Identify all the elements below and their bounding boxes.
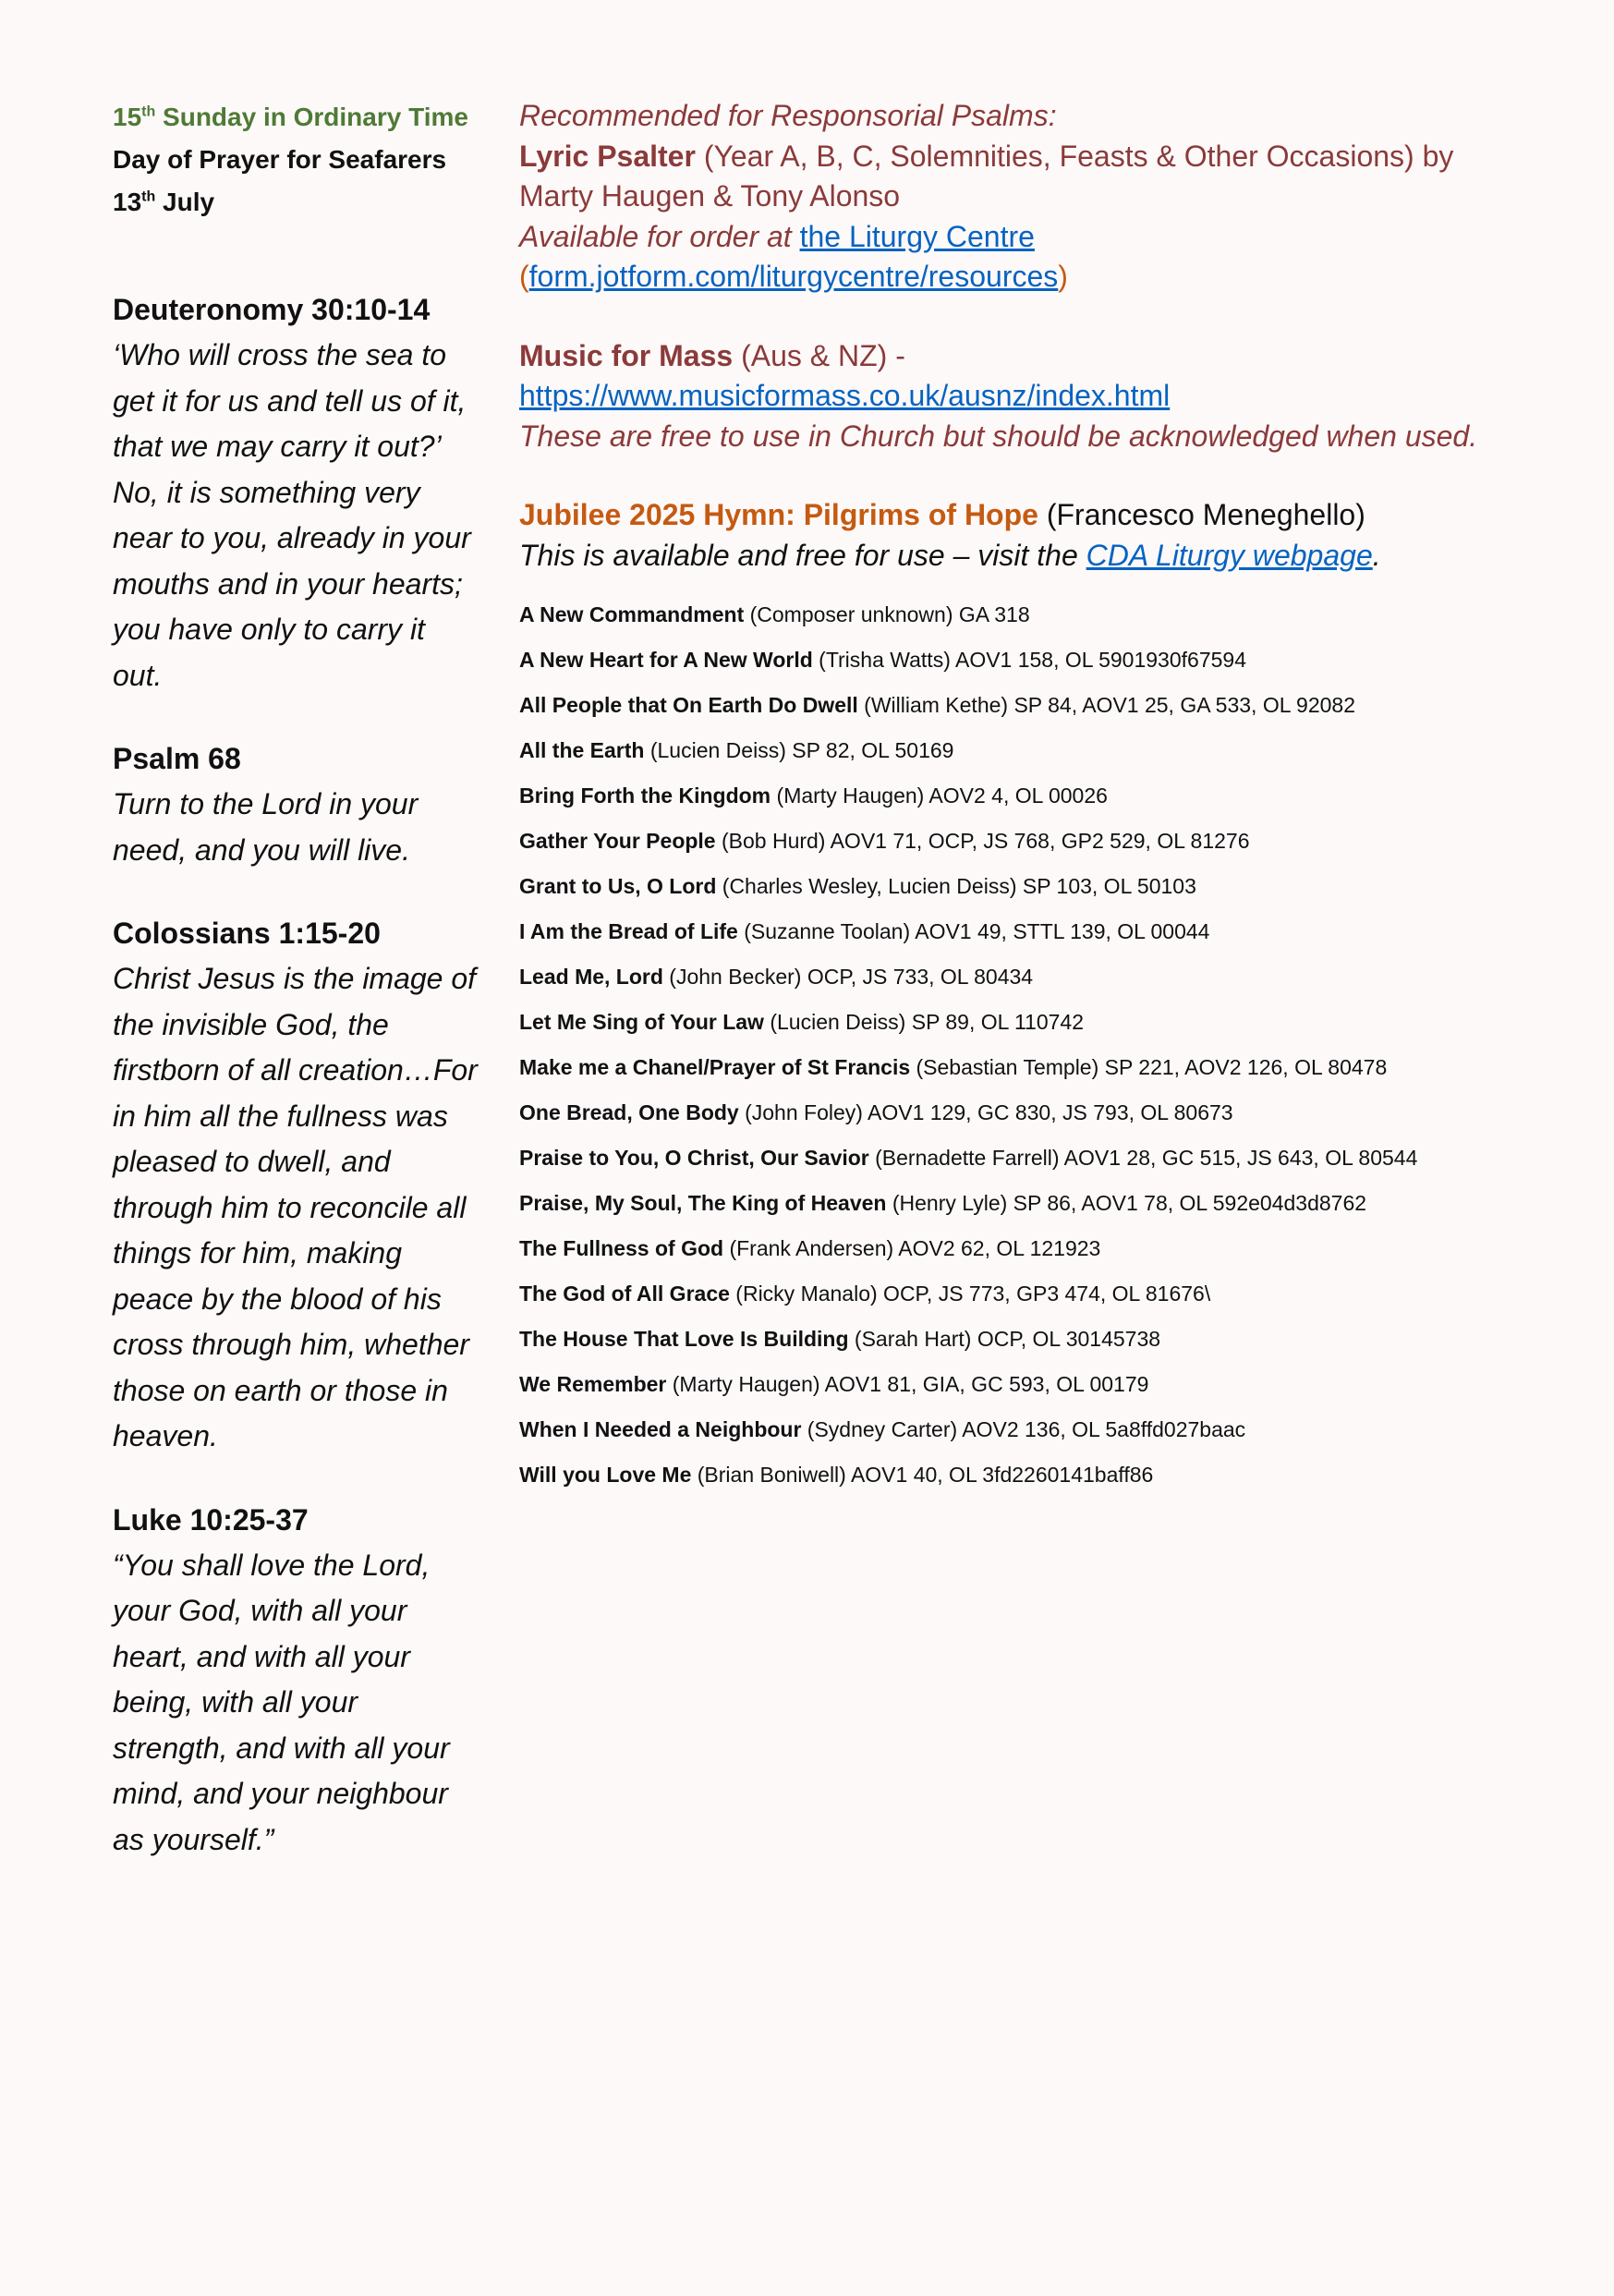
reading-line: those on earth or those in bbox=[113, 1373, 448, 1407]
hymn-item bbox=[519, 773, 1572, 819]
music-for-mass-region: (Aus & NZ) - bbox=[733, 338, 905, 372]
hymn-item bbox=[519, 728, 1572, 773]
hymn-detail: (Lucien Deiss) SP 82, OL 50169 bbox=[644, 738, 954, 762]
reading-line: being, with all your bbox=[113, 1685, 358, 1719]
hymn-title: Praise to You, O Christ, Our Savior bbox=[519, 1146, 869, 1170]
music-for-mass-heading bbox=[519, 336, 1572, 377]
hymn-item bbox=[519, 954, 1572, 1000]
jubilee-hymn bbox=[519, 495, 1572, 576]
jotform-line: (form.jotform.com/liturgycentre/resources) bbox=[519, 260, 1068, 293]
hymn-detail: (Marty Haugen) AOV2 4, OL 00026 bbox=[771, 784, 1108, 808]
hymn-item bbox=[519, 1452, 1572, 1498]
recommended-heading: Recommended for Responsorial Psalms: bbox=[519, 99, 1057, 132]
hymn-detail: (Charles Wesley, Lucien Deiss) SP 103, OL 50103 bbox=[716, 874, 1196, 898]
reading-line: near to you, already in your bbox=[113, 521, 471, 554]
date-superscript: th bbox=[141, 188, 156, 205]
hymn-detail: (Frank Andersen) AOV2 62, OL 121923 bbox=[723, 1236, 1101, 1260]
date-block bbox=[113, 96, 491, 224]
reading-title: Psalm 68 bbox=[113, 742, 241, 775]
availability-text: Available for order at bbox=[519, 219, 800, 253]
hymn-detail: (Brian Boniwell) AOV1 40, OL 3fd2260141baff86 bbox=[691, 1463, 1154, 1487]
lyric-psalter-line bbox=[519, 137, 1572, 177]
hymn-detail: (John Becker) OCP, JS 733, OL 80434 bbox=[662, 965, 1034, 989]
date bbox=[113, 181, 491, 224]
hymn-title: Let Me Sing of Your Law bbox=[519, 1010, 764, 1034]
date-month: July bbox=[155, 188, 215, 216]
hymn-item bbox=[519, 638, 1572, 683]
hymn-title: All the Earth bbox=[519, 738, 645, 762]
hymn-title: A New Commandment bbox=[519, 602, 745, 626]
hymn-title: I Am the Bread of Life bbox=[519, 919, 738, 943]
reading-line: that we may carry it out?’ bbox=[113, 430, 442, 463]
music-for-mass-link[interactable]: https://www.musicformass.co.uk/ausnz/index.html bbox=[519, 379, 1171, 412]
hymn-title: All People that On Earth Do Dwell bbox=[519, 693, 858, 717]
reading-line: your God, with all your bbox=[113, 1594, 407, 1627]
hymn-item bbox=[519, 819, 1572, 864]
reading bbox=[113, 286, 491, 699]
reading-line: strength, and with all your bbox=[113, 1731, 450, 1765]
hymn-item bbox=[519, 1407, 1572, 1452]
hymn-item bbox=[519, 1226, 1572, 1271]
hymn-item bbox=[519, 1090, 1572, 1136]
hymn-title: We Remember bbox=[519, 1372, 667, 1396]
hymn-detail: (Ricky Manalo) OCP, JS 773, GP3 474, OL 81676\ bbox=[729, 1282, 1211, 1306]
reading-line: in him all the fullness was bbox=[113, 1099, 448, 1133]
hymn-title: When I Needed a Neighbour bbox=[519, 1417, 802, 1441]
reading bbox=[113, 910, 491, 1460]
hymn-title: Gather Your People bbox=[519, 829, 716, 853]
hymn-detail: (Sebastian Temple) SP 221, AOV2 126, OL 80478 bbox=[910, 1055, 1388, 1079]
day-of-prayer: Day of Prayer for Seafarers bbox=[113, 145, 447, 174]
reading-line: Turn to the Lord in your bbox=[113, 787, 419, 820]
jotform-link[interactable]: form.jotform.com/liturgycentre/resources bbox=[528, 260, 1059, 293]
reading-line: need, and you will live. bbox=[113, 832, 410, 867]
hymn-title: Bring Forth the Kingdom bbox=[519, 784, 771, 808]
hymn-detail: (Trisha Watts) AOV1 158, OL 5901930f67594 bbox=[812, 648, 1246, 672]
hymn-list bbox=[519, 592, 1572, 1498]
hymn-detail: (John Foley) AOV1 129, GC 830, JS 793, OL 80673 bbox=[738, 1100, 1233, 1124]
right-column bbox=[519, 96, 1572, 1498]
hymn-detail: (Lucien Deiss) SP 89, OL 110742 bbox=[763, 1010, 1085, 1034]
hymn-item bbox=[519, 1181, 1572, 1226]
hymn-title: The House That Love Is Building bbox=[519, 1327, 849, 1351]
date-number: 13 bbox=[113, 188, 142, 216]
hymn-detail: (Bob Hurd) AOV1 71, OCP, JS 768, GP2 529, OL 81276 bbox=[715, 829, 1250, 853]
hymn-detail: (Suzanne Toolan) AOV1 49, STTL 139, OL 00044 bbox=[737, 919, 1210, 943]
sunday-superscript: th bbox=[141, 103, 156, 120]
reading-line: pleased to dwell, and bbox=[113, 1145, 391, 1178]
hymn-detail: (Composer unknown) GA 318 bbox=[744, 602, 1030, 626]
hymn-detail: (Bernadette Farrell) AOV1 28, GC 515, JS 643, OL 80544 bbox=[868, 1146, 1418, 1170]
reading-line: peace by the blood of his bbox=[113, 1282, 442, 1316]
reading-line: cross through him, whether bbox=[113, 1328, 469, 1361]
psalm-resources bbox=[519, 96, 1572, 298]
lyric-psalter-title: Lyric Psalter bbox=[519, 139, 696, 173]
music-for-mass bbox=[519, 336, 1572, 457]
hymn-detail: (Marty Haugen) AOV1 81, GIA, GC 593, OL 00179 bbox=[666, 1372, 1149, 1396]
hymn-item bbox=[519, 1000, 1572, 1045]
hymn-item bbox=[519, 909, 1572, 954]
reading-line: get it for us and tell us of it, bbox=[113, 383, 467, 418]
reading-line: mind, and your neighbour bbox=[113, 1777, 448, 1810]
jubilee-composer: (Francesco Meneghello) bbox=[1038, 498, 1365, 531]
hymn-detail: (Sydney Carter) AOV2 136, OL 5a8ffd027baac bbox=[801, 1417, 1246, 1441]
reading-line: No, it is something very bbox=[113, 475, 420, 509]
hymn-title: A New Heart for A New World bbox=[519, 648, 813, 672]
reading-line: things for him, making bbox=[113, 1236, 403, 1269]
reading-line: mouths and in your hearts; bbox=[113, 566, 463, 601]
hymn-detail: (Henry Lyle) SP 86, AOV1 78, OL 592e04d3d8762 bbox=[886, 1191, 1367, 1215]
hymn-item bbox=[519, 592, 1572, 638]
cda-liturgy-link[interactable]: CDA Liturgy webpage bbox=[1086, 538, 1373, 572]
reading-line: you have only to carry it bbox=[113, 613, 425, 646]
hymn-item bbox=[519, 1317, 1572, 1362]
liturgy-centre-link[interactable]: the Liturgy Centre bbox=[799, 219, 1035, 253]
hymn-detail: (William Kethe) SP 84, AOV1 25, GA 533, OL 92082 bbox=[857, 693, 1356, 717]
hymn-title: Make me a Chanel/Prayer of St Francis bbox=[519, 1055, 911, 1079]
reading-title: Deuteronomy 30:10-14 bbox=[113, 293, 431, 326]
reading bbox=[113, 1497, 491, 1864]
music-for-mass-title: Music for Mass bbox=[519, 338, 734, 372]
hymn-title: Lead Me, Lord bbox=[519, 965, 663, 989]
reading-line: ‘Who will cross the sea to bbox=[113, 338, 447, 371]
availability-line bbox=[519, 217, 1572, 258]
reading-line: Christ Jesus is the image of bbox=[113, 962, 477, 995]
hymn-title: Will you Love Me bbox=[519, 1463, 692, 1487]
hymn-title: One Bread, One Body bbox=[519, 1100, 739, 1124]
reading-line: the invisible God, the bbox=[113, 1007, 389, 1041]
jubilee-heading bbox=[519, 495, 1572, 536]
left-column bbox=[113, 96, 491, 1863]
lyric-psalter-detail: (Year A, B, C, Solemnities, Feasts & Other Occasions) by bbox=[695, 139, 1454, 173]
sunday-label: Sunday in Ordinary Time bbox=[155, 103, 468, 131]
hymn-item bbox=[519, 683, 1572, 728]
jubilee-title: Jubilee 2025 Hymn: Pilgrims of Hope bbox=[519, 498, 1038, 531]
reading-line: firstborn of all creation…For bbox=[113, 1053, 478, 1087]
hymn-title: Grant to Us, O Lord bbox=[519, 874, 717, 898]
readings bbox=[113, 286, 491, 1863]
hymn-item bbox=[519, 1362, 1572, 1407]
reading-line: heaven. bbox=[113, 1419, 218, 1452]
lyric-psalter-authors: Marty Haugen & Tony Alonso bbox=[519, 179, 901, 213]
jubilee-note: This is available and free for use – visit the CDA Liturgy webpage. bbox=[519, 538, 1381, 572]
hymn-title: The God of All Grace bbox=[519, 1282, 730, 1306]
reading-line: out. bbox=[113, 658, 163, 692]
reading-line: “You shall love the Lord, bbox=[113, 1548, 431, 1582]
reading-line: through him to reconcile all bbox=[113, 1190, 467, 1224]
hymn-title: Praise, My Soul, The King of Heaven bbox=[519, 1191, 887, 1215]
hymn-title: The Fullness of God bbox=[519, 1236, 724, 1260]
hymn-item bbox=[519, 1271, 1572, 1317]
reading-line: heart, and with all your bbox=[113, 1639, 410, 1673]
reading-title: Luke 10:25-37 bbox=[113, 1502, 309, 1537]
reading-title: Colossians 1:15-20 bbox=[113, 917, 381, 950]
hymn-item bbox=[519, 864, 1572, 909]
reading-line: as yourself.” bbox=[113, 1822, 274, 1856]
hymn-item bbox=[519, 1136, 1572, 1181]
sunday-number: 15 bbox=[113, 103, 142, 131]
reading bbox=[113, 735, 491, 873]
hymn-detail: (Sarah Hart) OCP, OL 30145738 bbox=[848, 1327, 1161, 1351]
music-for-mass-note: These are free to use in Church but should be acknowledged when used. bbox=[519, 419, 1478, 453]
hymn-item bbox=[519, 1045, 1572, 1090]
sunday-title bbox=[113, 96, 491, 139]
